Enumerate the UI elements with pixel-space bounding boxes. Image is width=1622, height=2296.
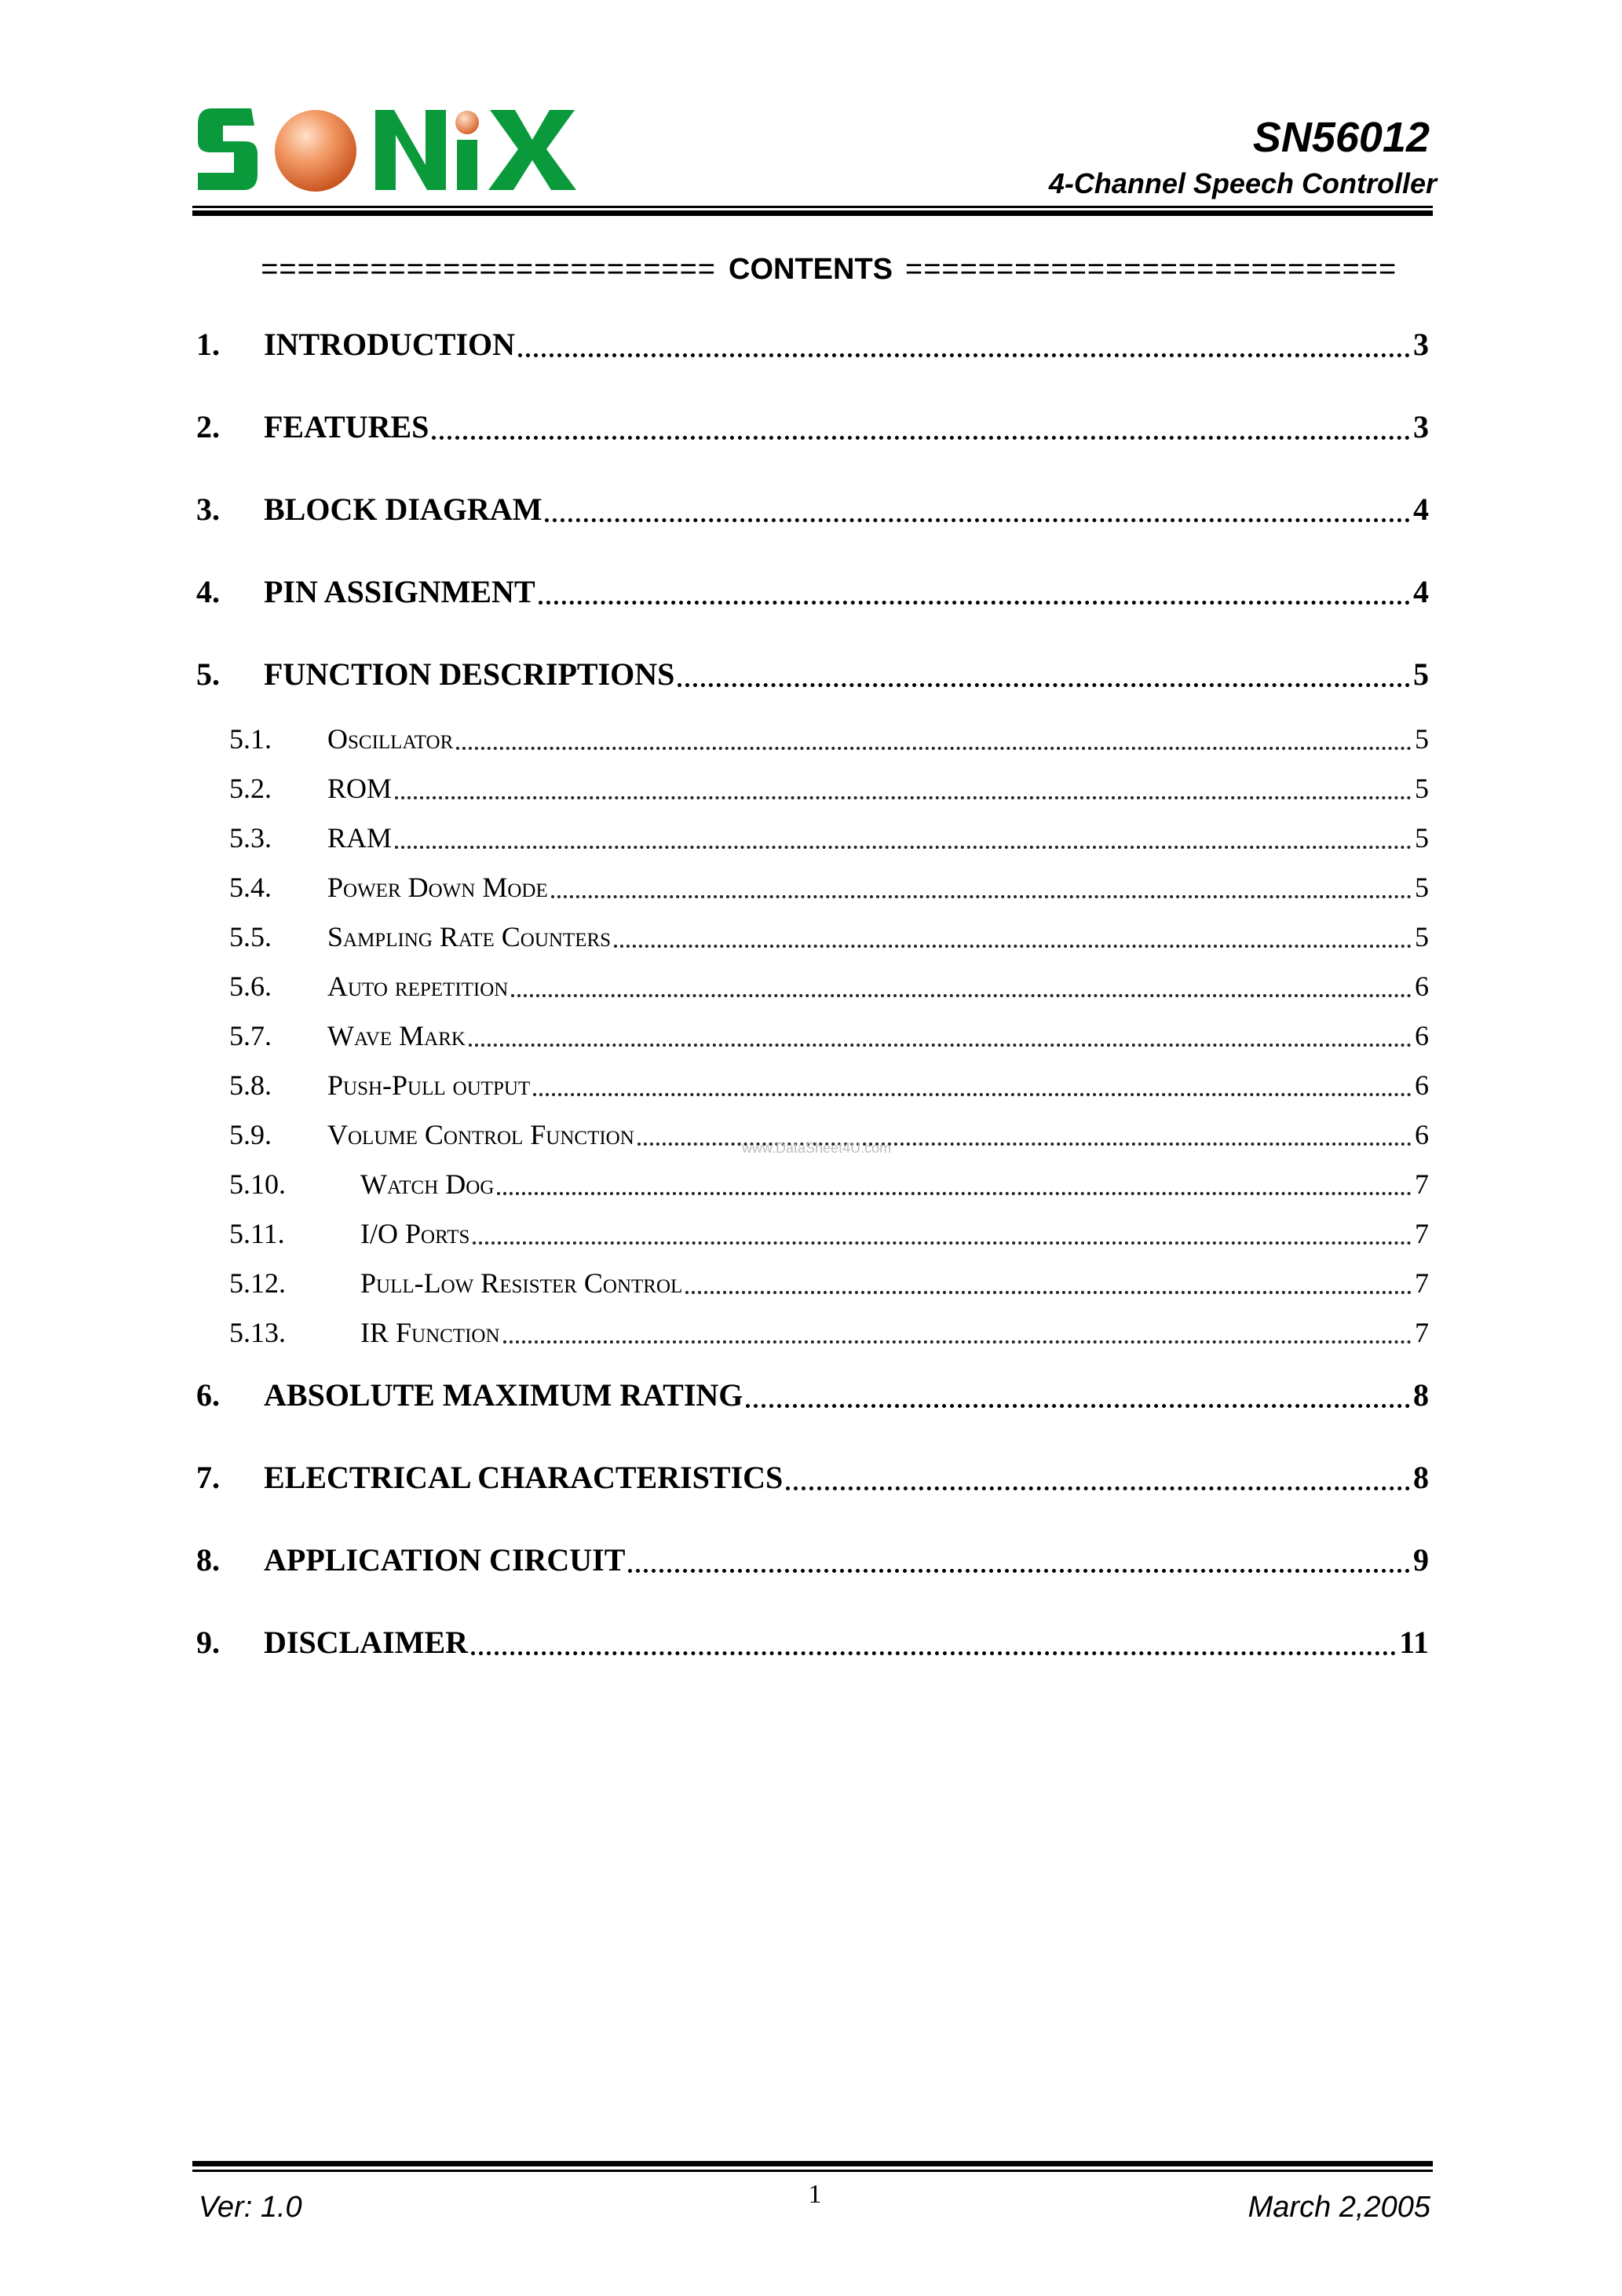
footer-version: Ver: 1.0	[199, 2191, 302, 2224]
header-rule-bottom	[192, 210, 1433, 216]
logo-dot-icon	[455, 111, 479, 134]
toc-entry[interactable]	[196, 573, 1429, 614]
toc-subentry[interactable]	[196, 1069, 1429, 1105]
toc-entry[interactable]	[196, 491, 1429, 532]
toc-subentry[interactable]	[196, 920, 1429, 956]
toc-page-number: 5	[1415, 822, 1429, 854]
toc-number: 5.6.	[229, 971, 272, 1002]
toc-dot-leader	[471, 1651, 1396, 1655]
toc-number: 2.	[196, 409, 220, 444]
toc-number: 5.2.	[229, 773, 272, 804]
toc-page-number: 5	[1415, 921, 1429, 952]
toc-number: 3.	[196, 492, 220, 527]
toc-number: 5.11.	[229, 1218, 285, 1249]
toc-subentry[interactable]	[196, 970, 1429, 1006]
toc-entry[interactable]	[196, 408, 1429, 449]
toc-dot-leader	[395, 796, 1412, 799]
toc-dot-leader	[473, 1241, 1412, 1245]
toc-page-number: 5	[1413, 656, 1429, 692]
toc-subentry[interactable]	[196, 1267, 1429, 1303]
footer-rule-bottom	[192, 2170, 1433, 2172]
toc-dot-leader	[678, 683, 1410, 687]
toc-page-number: 4	[1413, 574, 1429, 609]
toc-title: PIN ASSIGNMENT	[264, 574, 535, 609]
toc-entry[interactable]	[196, 1459, 1429, 1500]
toc-dot-leader	[456, 747, 1412, 750]
toc-dot-leader	[533, 1093, 1412, 1096]
watermark: www.DataSheet4U.com	[742, 1140, 892, 1156]
toc-title: Volume Control Function	[327, 1119, 634, 1150]
toc-entry[interactable]	[196, 1541, 1429, 1582]
toc-number: 5.8.	[229, 1069, 272, 1101]
logo-sphere-icon	[275, 110, 356, 192]
toc-dot-leader	[685, 1291, 1412, 1294]
toc-number: 4.	[196, 574, 220, 609]
toc-subentry[interactable]	[196, 772, 1429, 808]
toc-number: 5.9.	[229, 1119, 272, 1150]
toc-number: 5.4.	[229, 872, 272, 903]
toc-entry[interactable]	[196, 1377, 1429, 1417]
toc-dot-leader	[469, 1044, 1412, 1047]
toc-number: 5.5.	[229, 921, 272, 952]
toc-number: 9.	[196, 1625, 220, 1660]
toc-dot-leader	[614, 945, 1412, 948]
toc-number: 5.1.	[229, 723, 272, 755]
toc-entry[interactable]	[196, 1624, 1429, 1665]
toc-title: I/O Ports	[360, 1218, 470, 1249]
header-rule-top	[192, 206, 1433, 208]
toc-title: ABSOLUTE MAXIMUM RATING	[264, 1377, 743, 1413]
toc-subentry[interactable]	[196, 821, 1429, 857]
sonix-logo	[196, 102, 597, 196]
toc-title: Sampling Rate Counters	[327, 921, 612, 952]
toc-dot-leader	[539, 601, 1410, 605]
toc-number: 5.7.	[229, 1020, 272, 1051]
toc-title: APPLICATION CIRCUIT	[264, 1542, 626, 1578]
document-id: SN56012	[1252, 114, 1430, 161]
toc-page-number: 8	[1413, 1460, 1429, 1495]
document-subtitle: 4-Channel Speech Controller	[1048, 167, 1437, 199]
toc-page-number: 6	[1415, 1119, 1429, 1150]
toc-subentry[interactable]	[196, 1316, 1429, 1352]
toc-title: Oscillator	[327, 723, 454, 755]
toc-page-number: 5	[1415, 723, 1429, 755]
toc-page-number: 6	[1415, 971, 1429, 1002]
toc-page-number: 5	[1415, 773, 1429, 804]
toc-page-number: 7	[1415, 1168, 1429, 1200]
toc-number: 5.	[196, 656, 220, 692]
toc-title: ROM	[327, 773, 393, 804]
toc-number: 6.	[196, 1377, 220, 1413]
toc-page-number: 7	[1415, 1317, 1429, 1348]
toc-subentry[interactable]	[196, 1168, 1429, 1204]
toc-title: Power Down Mode	[327, 872, 548, 903]
toc-title: FUNCTION DESCRIPTIONS	[264, 656, 675, 692]
contents-title: CONTENTS	[729, 252, 893, 286]
toc-page-number: 3	[1413, 409, 1429, 444]
toc-title: Pull-Low Resister Control	[360, 1267, 683, 1299]
toc-subentry[interactable]	[196, 871, 1429, 907]
toc-subentry[interactable]	[196, 1019, 1429, 1055]
toc-dot-leader	[746, 1404, 1410, 1408]
toc-page-number: 5	[1415, 872, 1429, 903]
toc-title: Watch Dog	[360, 1168, 495, 1200]
toc-dot-leader	[628, 1569, 1410, 1573]
contents-banner	[192, 250, 1429, 289]
toc-entry[interactable]	[196, 326, 1429, 367]
toc-number: 5.13.	[229, 1317, 286, 1348]
toc-title: ELECTRICAL CHARACTERISTICS	[264, 1460, 784, 1495]
toc-page-number: 9	[1413, 1542, 1429, 1578]
toc-dot-leader	[786, 1486, 1410, 1490]
toc-dot-leader	[432, 436, 1410, 440]
toc-page-number: 11	[1399, 1625, 1429, 1660]
toc-title: Auto repetition	[327, 971, 509, 1002]
toc-subentry[interactable]	[196, 1217, 1429, 1253]
toc-dot-leader	[503, 1340, 1412, 1344]
toc-dot-leader	[497, 1192, 1412, 1195]
toc-page-number: 3	[1413, 327, 1429, 362]
toc-dot-leader	[511, 994, 1412, 997]
toc-number: 1.	[196, 327, 220, 362]
toc-number: 5.3.	[229, 822, 272, 854]
toc-subentry[interactable]	[196, 722, 1429, 759]
toc-number: 8.	[196, 1542, 220, 1578]
toc-dot-leader	[395, 846, 1412, 849]
toc-page-number: 6	[1415, 1069, 1429, 1101]
toc-page-number: 6	[1415, 1020, 1429, 1051]
footer-date: March 2,2005	[1248, 2191, 1430, 2224]
toc-page-number: 4	[1413, 492, 1429, 527]
toc-entry[interactable]	[196, 656, 1429, 696]
toc-title: BLOCK DIAGRAM	[264, 492, 542, 527]
toc-title: FEATURES	[264, 409, 429, 444]
toc-dot-leader	[551, 895, 1412, 898]
toc-page-number: 7	[1415, 1267, 1429, 1299]
banner-rule-left: =========================	[261, 252, 716, 286]
footer-rule-top	[192, 2161, 1433, 2166]
toc-dot-leader	[545, 518, 1410, 522]
toc-title: RAM	[327, 822, 393, 854]
toc-dot-leader	[518, 353, 1410, 357]
toc-title: Push-Pull output	[327, 1069, 531, 1101]
toc-number: 5.12.	[229, 1267, 286, 1299]
toc-title: Wave Mark	[327, 1020, 466, 1051]
footer-page-number: 1	[808, 2180, 822, 2209]
toc-title: INTRODUCTION	[264, 327, 516, 362]
banner-rule-right: ===========================	[905, 252, 1397, 286]
toc-page-number: 8	[1413, 1377, 1429, 1413]
toc-title: DISCLAIMER	[264, 1625, 469, 1660]
toc-number: 7.	[196, 1460, 220, 1495]
toc-number: 5.10.	[229, 1168, 286, 1200]
toc-page-number: 7	[1415, 1218, 1429, 1249]
toc-title: IR Function	[360, 1317, 500, 1348]
